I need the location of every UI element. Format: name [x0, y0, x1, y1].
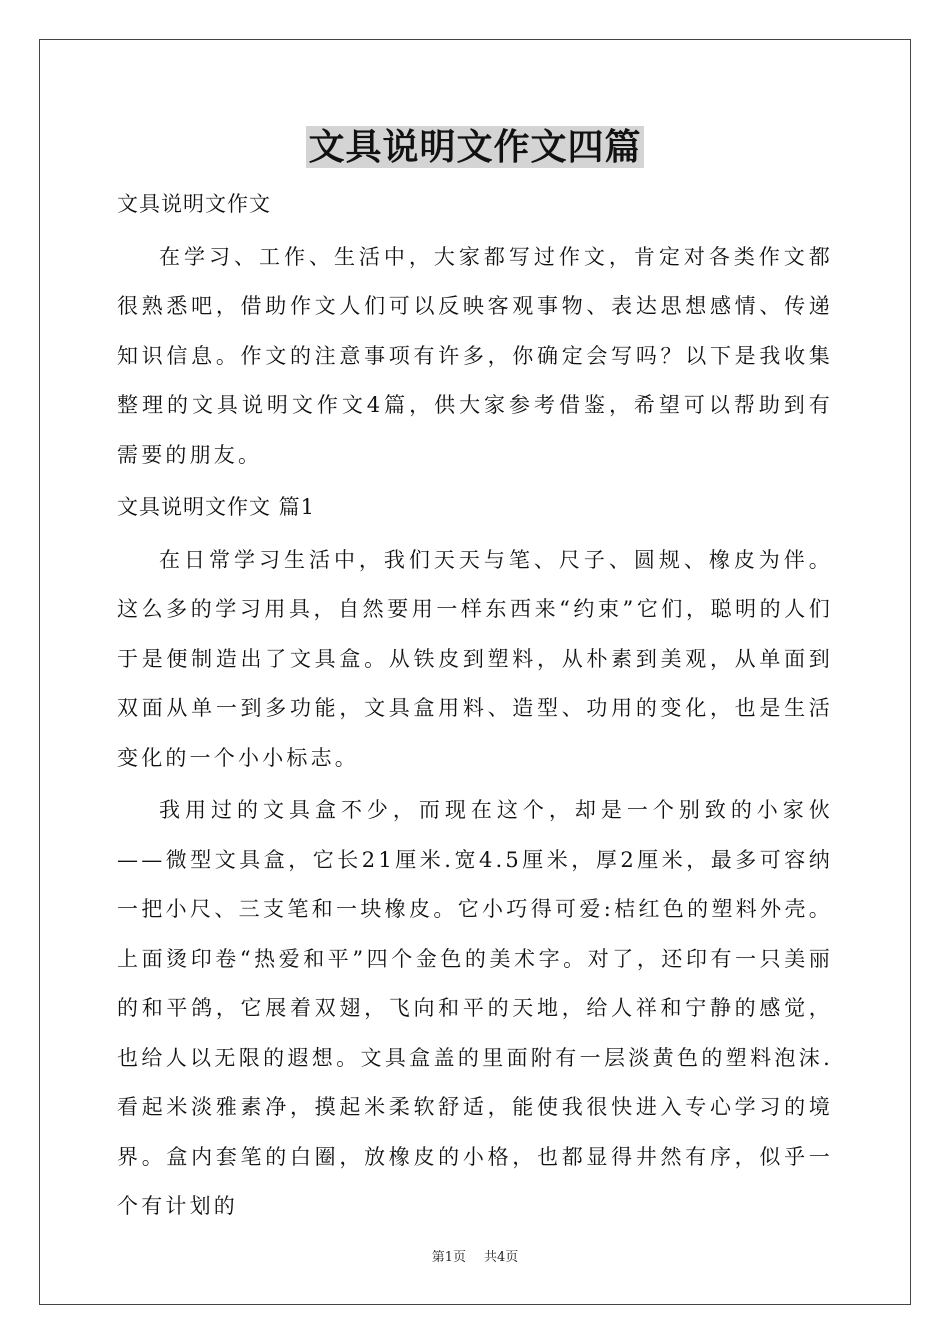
document-title — [0, 122, 950, 172]
page-footer — [0, 1249, 950, 1267]
document-title-text: 文具说明文作文四篇 — [308, 126, 642, 168]
page-number: 第1页 — [431, 1250, 466, 1265]
section-1-paragraph-1: 在日常学习生活中，我们天天与笔、尺子、圆规、橡皮为伴。这么多的学习用具，自然要用一样东西来“约束”它们，聪明的人们于是便制造出了文具盒。从铁皮到塑料，从朴素到美观，从单面到双面从单一到多功能，文具盒用料、造型、功用的变化，也是生活变化的一个小小标志。 — [117, 547, 833, 770]
intro-heading: 文具说明文作文 — [117, 192, 271, 216]
intro-paragraph: 在学习、工作、生活中，大家都写过作文，肯定对各类作文都很熟悉吧，借助作文人们可以反映客观事物、表达思想感情、传递知识信息。作文的注意事项有许多，你确定会写吗？以下是我收集整理的文具说明文作文4篇，供大家参考借鉴，希望可以帮助到有需要的朋友。 — [117, 244, 833, 467]
document-body — [117, 180, 833, 1235]
section-1-paragraph-2: 我用过的文具盒不少，而现在这个，却是一个别致的小家伙——微型文具盒，它长21厘米.宽4.5厘米，厚2厘米，最多可容纳一把小尺、三支笔和一块橡皮。它小巧得可爱:桔红色的塑料外壳。上面烫印卷“热爱和平”四个金色的美术字。对了，还印有一只美丽的和平鸽，它展着双翅，飞向和平的天地，给人祥和宁静的感觉，也给人以无限的遐想。文具盒盖的里面附有一层淡黄色的塑料泡沫.看起米淡雅素净，摸起米柔软舒适，能使我很快进入专心学习的境界。盒内套笔的白圈，放橡皮的小格，也都显得井然有序，似乎一个有计划的 — [117, 798, 833, 1218]
page-total: 共4页 — [484, 1250, 519, 1265]
section-1-heading: 文具说明文作文 篇1 — [117, 495, 316, 519]
